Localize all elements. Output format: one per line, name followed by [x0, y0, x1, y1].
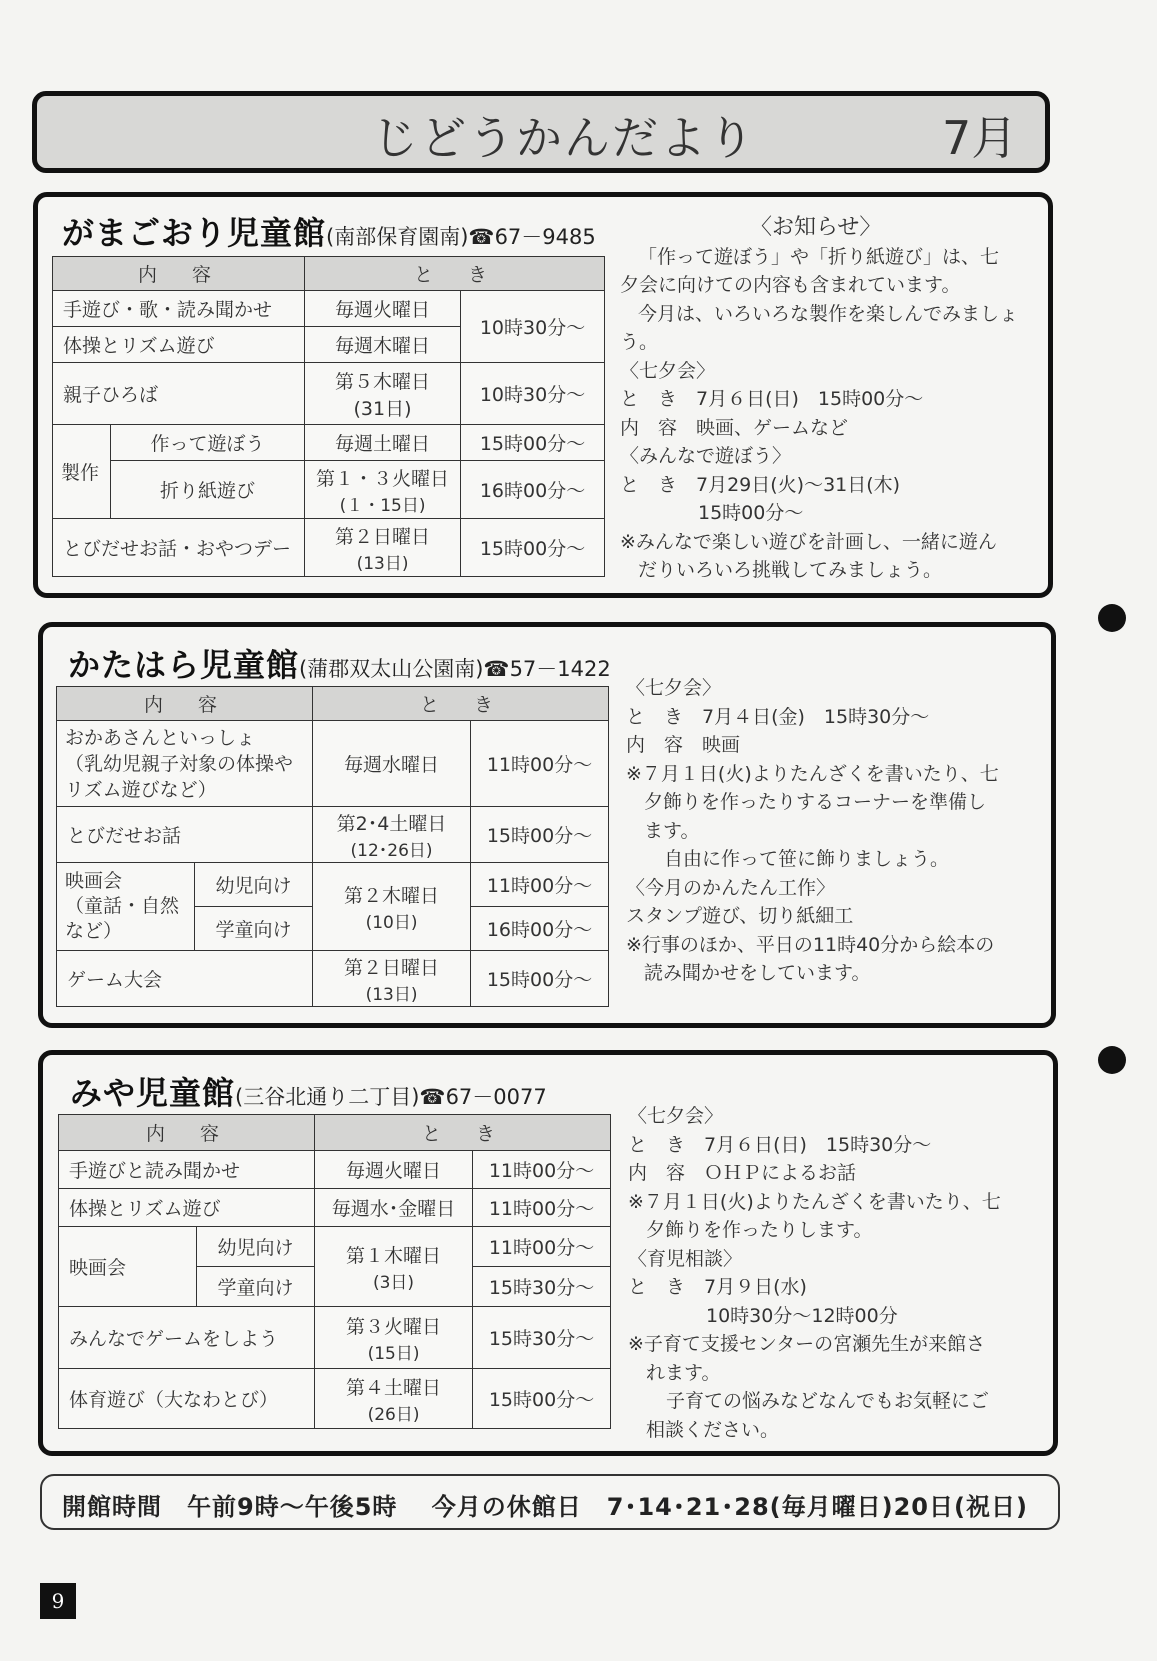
table-cell: [57, 721, 313, 807]
miya-schedule-table: [58, 1114, 611, 1429]
note-line: と き 7月６日(日) 15時30分～: [628, 1133, 932, 1156]
katahara-heading: [68, 640, 611, 686]
table-cell: [305, 461, 461, 519]
cell-line: 第３火曜日: [346, 1315, 442, 1338]
table-cell: [313, 807, 471, 863]
table-cell: 折り紙遊び: [111, 461, 305, 519]
miya-notes: [628, 1102, 1001, 1444]
cell-line: (10日): [365, 912, 418, 933]
hall-phone: ☎67－0077: [419, 1085, 547, 1109]
table-cell: 11時00分～: [473, 1227, 611, 1267]
note-line: ※７月１日(火)よりたんざくを書いたり、七: [626, 762, 999, 785]
column-header: 内 容: [53, 257, 305, 291]
note-line: と き 7月６日(日) 15時00分～: [620, 388, 924, 410]
note-heading: 〈七夕会〉: [620, 359, 716, 382]
table-cell: 毎週土曜日: [305, 425, 461, 461]
table-cell: 11時00分～: [473, 1151, 611, 1189]
note-line: ます。: [644, 819, 700, 842]
page-title: じどうかんだより: [372, 111, 756, 165]
table-cell: [305, 363, 461, 425]
table-cell: 11時00分～: [471, 721, 609, 807]
note-line: 相談ください。: [646, 1418, 780, 1441]
note-heading: 〈今月のかんたん工作〉: [626, 876, 836, 899]
hall-name: みや児童館: [70, 1074, 236, 1112]
column-header: と き: [313, 687, 609, 721]
note-line: う。: [620, 331, 659, 353]
katahara-notes: [626, 674, 999, 988]
table-cell: 学童向け: [195, 907, 313, 951]
table-cell: 10時30分～: [461, 291, 605, 363]
binder-hole-icon: [1098, 1046, 1126, 1074]
table-cell: 手遊びと読み聞かせ: [59, 1151, 315, 1189]
opening-hours-text: 開館時間 午前9時～午後5時 今月の休館日 7･14･21･28(毎月曜日)20日(祝日): [62, 1493, 1028, 1521]
cell-line: 第２日曜日: [335, 525, 431, 548]
table-cell: [315, 1369, 473, 1429]
table-cell: 親子ひろば: [53, 363, 305, 425]
table-cell: 毎週水･金曜日: [315, 1189, 473, 1227]
note-line: 内 容 映画、ゲームなど: [620, 416, 849, 439]
table-cell: 15時00分～: [471, 951, 609, 1007]
note-line: と き 7月29日(火)～31日(木): [620, 473, 901, 496]
table-cell: 11時00分～: [473, 1189, 611, 1227]
cell-line: （童話・自然: [65, 895, 180, 917]
note-line: と き 7月９日(水): [628, 1276, 807, 1298]
table-cell: 映画会: [59, 1227, 197, 1307]
gamagori-heading: [62, 208, 596, 254]
column-header: と き: [305, 257, 605, 291]
note-line: 15時00分～: [698, 502, 804, 524]
table-cell: [313, 951, 471, 1007]
note-line: 内 容 映画: [626, 734, 741, 756]
table-cell: 15時00分～: [461, 425, 605, 461]
table-cell: 毎週火曜日: [315, 1151, 473, 1189]
column-header: と き: [315, 1115, 611, 1151]
note-heading: 〈七夕会〉: [626, 677, 722, 699]
hall-name: かたはら児童館: [68, 646, 300, 684]
note-line: と き 7月４日(金) 15時30分～: [626, 705, 930, 728]
hall-phone: ☎57－1422: [483, 657, 611, 681]
table-cell: [313, 863, 471, 951]
note-line: れます。: [646, 1361, 721, 1384]
table-cell: 幼児向け: [197, 1227, 315, 1267]
table-cell: 16時00分～: [471, 907, 609, 951]
cell-line: 第１・３火曜日: [316, 467, 450, 490]
note-line: 夕会に向けての内容も含まれています。: [620, 274, 961, 296]
note-line: ※７月１日(火)よりたんざくを書いたり、七: [628, 1190, 1001, 1213]
hall-name: がまごおり児童館: [62, 214, 327, 252]
note-heading: 〈育児相談〉: [628, 1247, 743, 1270]
miya-heading: [70, 1068, 547, 1114]
note-line: 子育ての悩みなどなんでもお気軽にご: [666, 1390, 990, 1412]
cell-line: 第２日曜日: [344, 956, 440, 979]
table-cell: [57, 863, 195, 951]
cell-line: (１・15日): [339, 495, 426, 516]
column-header: 内 容: [59, 1115, 315, 1151]
table-cell: 11時00分～: [471, 863, 609, 907]
note-line: スタンプ遊び、切り紙細工: [626, 905, 854, 927]
table-cell: 10時30分～: [461, 363, 605, 425]
table-cell: 体操とリズム遊び: [53, 327, 305, 363]
page-number: 9: [40, 1583, 76, 1619]
table-cell: 毎週水曜日: [313, 721, 471, 807]
cell-line: (15日): [367, 1343, 420, 1364]
table-cell: [305, 519, 461, 577]
katahara-schedule-table: [56, 686, 609, 1007]
notice-heading: 〈お知らせ〉: [750, 215, 882, 240]
table-cell: 製作: [53, 425, 111, 519]
note-line: 読み聞かせをしています。: [644, 962, 871, 984]
cell-line: (12･26日): [350, 840, 433, 861]
cell-line: (13日): [365, 984, 418, 1005]
hall-location: (蒲郡双太山公園南): [299, 657, 484, 681]
note-line: 夕飾りを作ったりします。: [646, 1219, 873, 1241]
note-line: だりいろいろ挑戦してみましょう。: [638, 559, 943, 581]
cell-line: （乳幼児親子対象の体操や: [65, 752, 294, 775]
table-cell: 学童向け: [197, 1267, 315, 1307]
hall-location: (三谷北通り二丁目): [235, 1085, 420, 1109]
note-heading: 〈七夕会〉: [628, 1105, 724, 1127]
table-cell: 15時00分～: [471, 807, 609, 863]
cell-line: (31日): [353, 397, 412, 420]
table-cell: [315, 1227, 473, 1307]
table-cell: とびだせお話・おやつデー: [53, 519, 305, 577]
note-line: 自由に作って笹に飾りましょう。: [664, 848, 950, 870]
note-heading: 〈みんなで遊ぼう〉: [620, 445, 792, 467]
cell-line: (3日): [372, 1272, 415, 1293]
binder-hole-icon: [1098, 604, 1126, 632]
table-cell: 体育遊び（大なわとび）: [59, 1369, 315, 1429]
note-line: 「作って遊ぼう」や「折り紙遊び」は、七: [638, 245, 1000, 268]
page-month: 7月: [942, 111, 1018, 165]
note-line: ※行事のほか、平日の11時40分から絵本の: [626, 933, 995, 956]
note-line: 内 容 ＯＨＰによるお話: [628, 1162, 857, 1184]
note-line: 夕飾りを作ったりするコーナーを準備し: [644, 791, 987, 813]
table-cell: 15時30分～: [473, 1267, 611, 1307]
table-cell: 幼児向け: [195, 863, 313, 907]
note-line: 今月は、いろいろな製作を楽しんでみましょ: [638, 302, 1019, 325]
cell-line: (26日): [367, 1404, 420, 1425]
note-line: 10時30分～12時00分: [706, 1304, 898, 1327]
column-header: 内 容: [57, 687, 313, 721]
table-cell: とびだせお話: [57, 807, 313, 863]
cell-line: 第１木曜日: [346, 1244, 442, 1267]
table-cell: 16時00分～: [461, 461, 605, 519]
cell-line: 映画会: [65, 870, 123, 892]
table-cell: 毎週火曜日: [305, 291, 461, 327]
cell-line: (13日): [356, 553, 409, 574]
cell-line: 第４土曜日: [346, 1376, 442, 1399]
table-cell: 15時00分～: [473, 1369, 611, 1429]
table-cell: 毎週木曜日: [305, 327, 461, 363]
cell-line: リズム遊びなど）: [65, 778, 217, 801]
table-cell: みんなでゲームをしよう: [59, 1307, 315, 1369]
note-line: ※みんなで楽しい遊びを計画し、一緒に遊ん: [620, 530, 997, 553]
cell-line: おかあさんといっしょ: [65, 726, 256, 749]
table-cell: ゲーム大会: [57, 951, 313, 1007]
table-cell: 手遊び・歌・読み聞かせ: [53, 291, 305, 327]
table-cell: 15時00分～: [461, 519, 605, 577]
table-cell: 体操とリズム遊び: [59, 1189, 315, 1227]
cell-line: など）: [65, 920, 123, 942]
cell-line: 第５木曜日: [335, 370, 431, 393]
gamagori-notes: [620, 214, 1018, 585]
cell-line: 第２木曜日: [344, 884, 440, 907]
cell-line: 第2･4土曜日: [336, 812, 447, 835]
table-cell: 作って遊ぼう: [111, 425, 305, 461]
hall-phone: ☎67－9485: [468, 225, 596, 249]
gamagori-schedule-table: [52, 256, 605, 577]
table-cell: 15時30分～: [473, 1307, 611, 1369]
table-cell: [315, 1307, 473, 1369]
note-line: ※子育て支援センターの宮瀬先生が来館さ: [628, 1333, 986, 1355]
hall-location: (南部保育園南): [326, 225, 469, 249]
